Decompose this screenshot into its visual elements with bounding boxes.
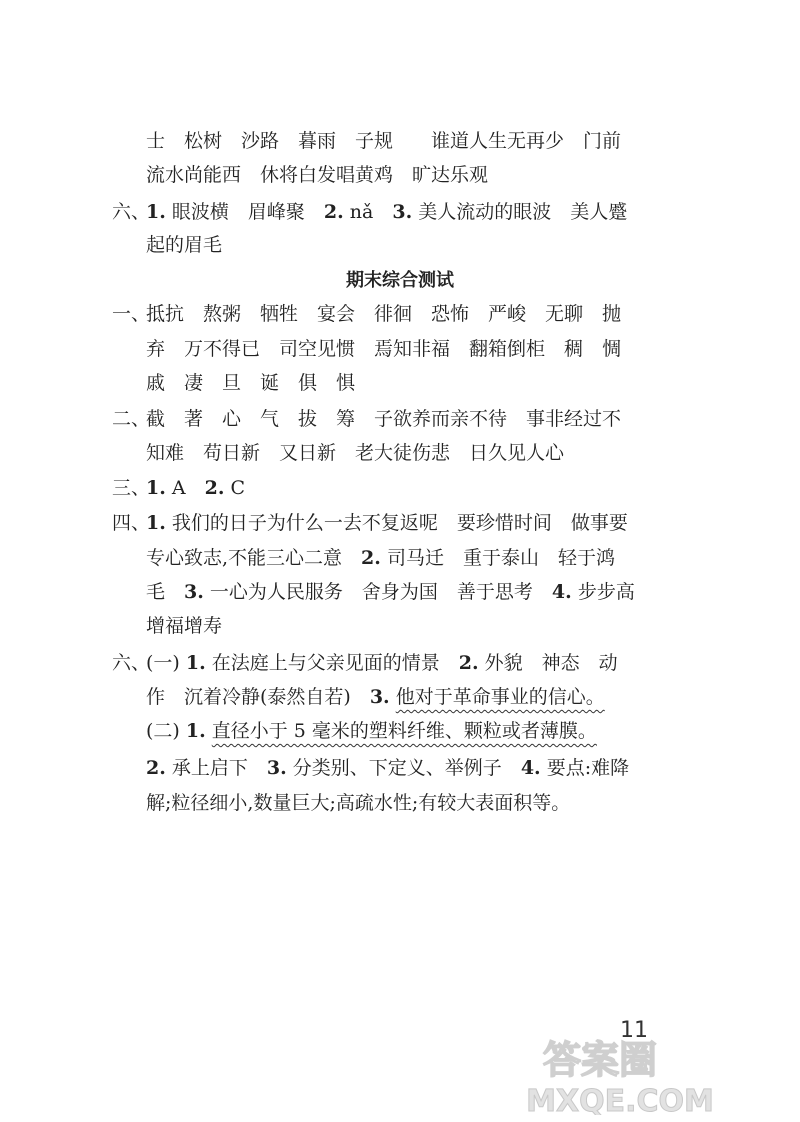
section-label: 二、 <box>112 408 151 430</box>
item-number: 1. <box>185 720 206 742</box>
text-content <box>146 753 629 783</box>
item-number: 1. <box>185 652 206 674</box>
answer-text: nǎ <box>349 201 393 223</box>
section-label: 六、 <box>112 652 151 674</box>
text-content: 抵抗 熬粥 牺牲 宴会 徘徊 恐怖 严峻 无聊 抛 <box>146 303 622 325</box>
text-content <box>146 716 597 746</box>
item-number: 3. <box>184 581 204 603</box>
watermark-top-text: 答案圈 <box>542 1038 658 1082</box>
item-number: 2. <box>361 547 381 569</box>
item-number: 2. <box>146 757 166 779</box>
underlined-answer: 直径小于 5 毫米的塑料纤维、颗粒或者薄膜。 <box>211 720 597 742</box>
item-number: 1. <box>146 512 166 534</box>
text-content <box>146 543 615 573</box>
text-content: 弃 万不得已 司空见惯 焉知非福 翻箱倒柜 稠 惆 <box>146 338 622 360</box>
item-number: 3. <box>392 201 413 223</box>
section-label: 三、 <box>112 477 151 499</box>
item-number: 2. <box>204 477 225 499</box>
answer-text: 专心致志,不能三心二意 <box>146 547 362 569</box>
text-content: 起的眉毛 <box>146 234 223 256</box>
answer-text: 分类别、下定义、举例子 <box>292 757 521 779</box>
answer-text: 要点:难降 <box>546 757 630 779</box>
text-content <box>146 473 245 503</box>
underlined-answer: 他对于革命事业的信心。 <box>395 686 605 708</box>
item-number: 4. <box>551 581 572 603</box>
part-label: (二) <box>146 720 180 742</box>
item-number: 4. <box>520 757 541 779</box>
text-content: 戚 凄 旦 诞 俱 惧 <box>146 372 356 394</box>
item-number: 2. <box>323 201 344 223</box>
answer-text: 步步高 <box>577 581 635 603</box>
answer-text: 司马迁 重于泰山 轻于鸿 <box>386 547 615 569</box>
watermark-bottom-text: MXQE.COM <box>526 1084 714 1115</box>
text-content <box>146 577 635 607</box>
section-label: 一、 <box>112 303 151 325</box>
answer-text: 毛 <box>146 581 185 603</box>
answer-text: 承上启下 <box>171 757 267 779</box>
text-content: 知难 苟日新 又日新 老大徒伤悲 日久见人心 <box>146 442 565 464</box>
text-content: 截 著 心 气 拔 筹 子欲养而亲不待 事非经过不 <box>146 408 622 430</box>
part-label: (一) <box>146 652 180 674</box>
answer-text: 一心为人民服务 舍身为国 善于思考 <box>209 581 552 603</box>
item-number: 1. <box>146 477 166 499</box>
item-number: 3. <box>369 686 390 708</box>
answer-text: 在法庭上与父亲见面的情景 <box>211 652 459 674</box>
text-content <box>146 648 618 678</box>
answer-text: 外貌 神态 动 <box>484 652 618 674</box>
answer-text: A <box>171 477 205 499</box>
page-number: 11 <box>620 1018 648 1043</box>
section-label: 六、 <box>112 201 151 223</box>
text-content <box>146 197 627 227</box>
item-number: 1. <box>146 201 166 223</box>
text-content <box>146 682 605 712</box>
text-content: 解;粒径细小,数量巨大;高疏水性;有较大表面积等。 <box>146 792 571 814</box>
text-content: 士 松树 沙路 暮雨 子规 谁道人生无再少 门前 <box>146 130 622 152</box>
item-number: 2. <box>458 652 479 674</box>
section-label: 四、 <box>112 512 151 534</box>
answer-text: 眼波横 眉峰聚 <box>171 201 324 223</box>
answer-text: C <box>230 477 246 499</box>
section-heading: 期末综合测试 <box>346 270 454 291</box>
watermark-logo <box>410 1035 790 1115</box>
text-content: 增福增寿 <box>146 615 223 637</box>
text-content <box>146 508 628 538</box>
text-content: 流水尚能西 休将白发唱黄鸡 旷达乐观 <box>146 164 489 186</box>
answer-text: 作 沉着冷静(泰然自若) <box>146 686 370 708</box>
answer-text: 美人流动的眼波 美人蹙 <box>418 201 628 223</box>
answer-text: 我们的日子为什么一去不复返呢 要珍惜时间 做事要 <box>171 512 628 534</box>
item-number: 3. <box>266 757 287 779</box>
